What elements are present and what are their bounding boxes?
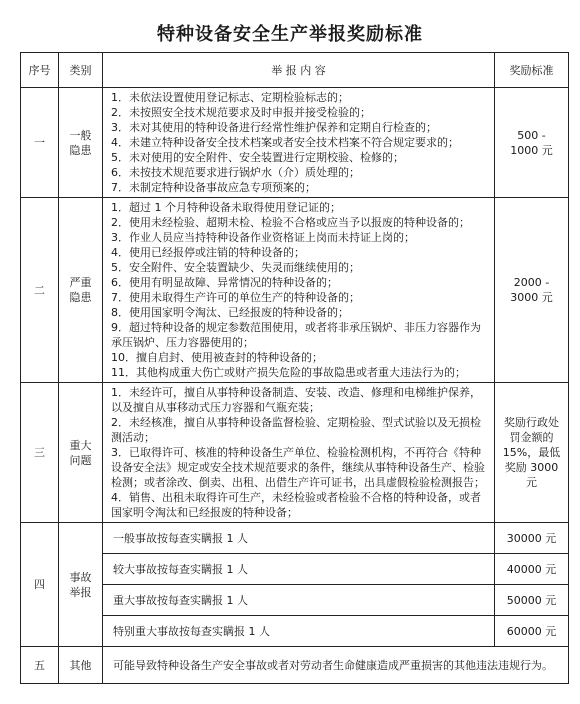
row-content: 可能导致特种设备生产安全事故或者对劳动者生命健康造成严重损害的其他违法违规行为。: [103, 647, 569, 684]
row-category: 重大问题: [59, 383, 103, 523]
page-title: 特种设备安全生产举报奖励标准: [157, 24, 423, 45]
accident-report-amount: 30000 元: [495, 523, 569, 554]
table-row: [21, 383, 569, 523]
list-item: 4．销售、出租未取得许可生产，未经检验或者检验不合格的特种设备，或者国家明令淘汰和已经报废的特种设备；: [111, 491, 481, 519]
list-item: 4．未建立特种设备安全技术档案或者安全技术档案不符合规定要求的；: [111, 136, 459, 149]
table-row: [21, 554, 569, 585]
list-item: 3．作业人员应当持特种设备作业资格证上岗而未持证上岗的；: [111, 231, 415, 244]
row-no: 二: [21, 198, 59, 383]
table-row: [21, 616, 569, 647]
list-item: 2．未按照安全技术规范要求及时申报并接受检验的；: [111, 106, 371, 119]
list-item: 6．未按技术规范要求进行锅炉水（介）质处理的；: [111, 166, 360, 179]
table-header-row: [21, 53, 569, 88]
accident-report-item: 较大事故按每查实瞒报 1 人: [103, 554, 495, 585]
list-item: 3．已取得许可、核准的特种设备生产单位、检验检测机构，不再符合《特种设备安全法》规定或安全技术规范要求的条件，继续从事特种设备生产、检验检测；或者涂改、倒卖、出租、出借生产许可证书，出具虚假检验检测报告；: [111, 446, 485, 489]
row-category: 其他: [59, 647, 103, 684]
accident-report-item: 一般事故按每查实瞒报 1 人: [103, 523, 495, 554]
row-category: 事故举报: [59, 523, 103, 647]
row-no: 五: [21, 647, 59, 684]
table-row: [21, 88, 569, 198]
list-item: 1．未经许可，擅自从事特种设备制造、安装、改造、修理和电梯维护保养，以及擅自从事移动式压力容器和气瓶充装；: [111, 386, 481, 414]
header-reward: 奖励标准: [495, 53, 569, 88]
table-row: [21, 523, 569, 554]
list-item: 5．安全附件、安全装置缺少、失灵而继续使用的；: [111, 261, 360, 274]
header-category: 类别: [59, 53, 103, 88]
list-item: 2．未经核准，擅自从事特种设备监督检验、定期检验、型式试验以及无损检测活动；: [111, 416, 481, 444]
row-category: 一般隐患: [59, 88, 103, 198]
row-reward: 奖励行政处罚金额的 15%，最低奖励 3000 元: [495, 383, 569, 523]
row-no: 三: [21, 383, 59, 523]
list-item: 2．使用未经检验、超期未检、检验不合格或应当予以报废的特种设备的；: [111, 216, 470, 229]
accident-report-item: 特别重大事故按每查实瞒报 1 人: [103, 616, 495, 647]
list-item: 5．未对使用的安全附件、安全装置进行定期校验、检修的；: [111, 151, 404, 164]
table-row: [21, 198, 569, 383]
accident-report-item: 重大事故按每查实瞒报 1 人: [103, 585, 495, 616]
list-item: 4．使用已经报停或注销的特种设备的；: [111, 246, 305, 259]
list-item: 7．使用未取得生产许可的单位生产的特种设备的；: [111, 291, 360, 304]
accident-report-amount: 40000 元: [495, 554, 569, 585]
row-reward: 2000 - 3000 元: [495, 198, 569, 383]
table-row: [21, 585, 569, 616]
list-item: 1．超过 1 个月特种设备未取得使用登记证的；: [111, 201, 341, 214]
header-no: 序号: [21, 53, 59, 88]
row-no: 一: [21, 88, 59, 198]
row-items: [103, 88, 495, 198]
row-items: [103, 198, 495, 383]
row-category: 严重隐患: [59, 198, 103, 383]
reward-standard-table: [20, 52, 569, 684]
list-item: 8．使用国家明令淘汰、已经报废的特种设备的；: [111, 306, 349, 319]
accident-report-amount: 50000 元: [495, 585, 569, 616]
accident-report-amount: 60000 元: [495, 616, 569, 647]
list-item: 7．未制定特种设备事故应急专项预案的；: [111, 181, 316, 194]
list-item: 11．其他构成重大伤亡或财产损失危险的事故隐患或者重大违法行为的；: [111, 366, 466, 379]
row-items: [103, 383, 495, 523]
row-no: 四: [21, 523, 59, 647]
list-item: 10．擅自启封、使用被查封的特种设备的；: [111, 351, 323, 364]
list-item: 1．未依法设置使用登记标志、定期检验标志的；: [111, 91, 349, 104]
list-item: 3．未对其使用的特种设备进行经常性维护保养和定期自行检查的；: [111, 121, 437, 134]
header-content: 举 报 内 容: [103, 53, 495, 88]
table-row: [21, 647, 569, 684]
row-reward: 500 - 1000 元: [495, 88, 569, 198]
list-item: 9．超过特种设备的规定参数范围使用，或者将非承压锅炉、非压力容器作为承压锅炉、压力容器使用的；: [111, 321, 481, 349]
list-item: 6．使用有明显故障、异常情况的特种设备的；: [111, 276, 338, 289]
